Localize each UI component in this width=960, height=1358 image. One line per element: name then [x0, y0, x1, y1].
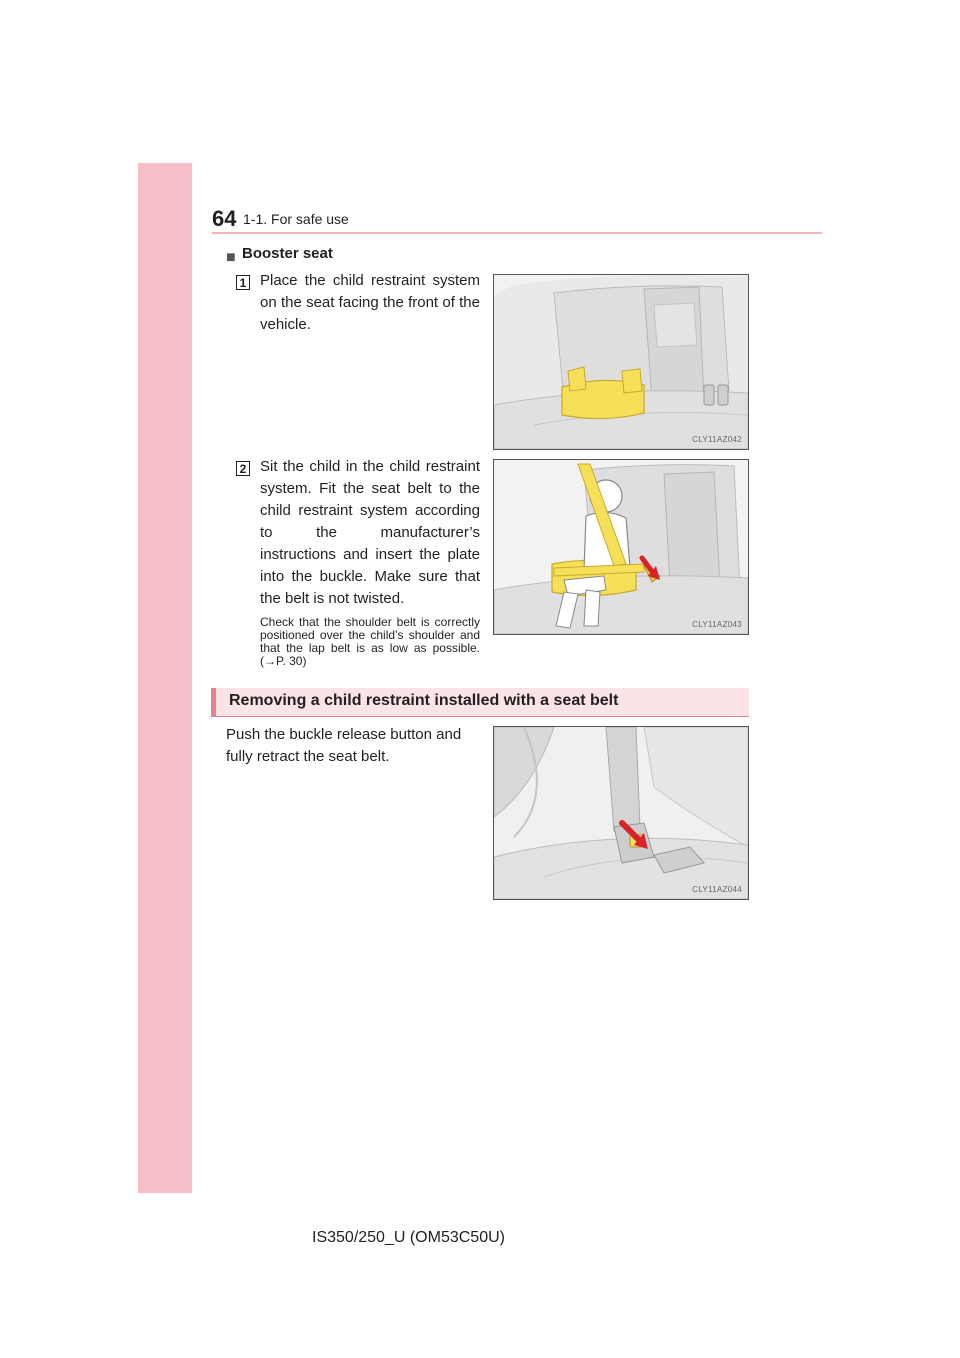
- heading-bullet-icon: ■: [226, 249, 236, 266]
- rear-seat-booster-illustration: [494, 275, 748, 449]
- chapter-title: 1-1. For safe use: [243, 211, 349, 227]
- page-number: 64: [212, 206, 237, 231]
- chapter-sidebar-tab: [138, 163, 192, 1193]
- step-2-note: Check that the shoulder belt is correctly positioned over the child’s shoulder and that the lap belt is as low as possible. (→P. 30): [260, 615, 480, 668]
- step-2-badge: 2: [236, 461, 250, 476]
- figure-booster-seat-placement: [493, 274, 749, 450]
- step-1-text: Place the child restraint system on the seat facing the front of the vehicle.: [260, 272, 480, 333]
- child-in-booster-illustration: [494, 460, 748, 634]
- step-2-text: Sit the child in the child restraint system. Fit the seat belt to the child restraint system according to the manufacturer’s instructions and insert the plate into the buckle. Make sure that the belt is not twisted.: [260, 458, 480, 607]
- section-underline: [211, 716, 749, 717]
- section-header-removing: [211, 688, 749, 717]
- figure-booster-seat-belt: [493, 459, 749, 635]
- footer-model-code: IS350/250_U (OM53C50U): [312, 1229, 505, 1246]
- buckle-release-illustration: [494, 727, 748, 899]
- figure-code: CLY11AZ042: [692, 435, 742, 444]
- section-title: Removing a child restraint installed with a seat belt: [229, 692, 619, 709]
- removing-text: Push the buckle release button and fully retract the seat belt.: [226, 726, 462, 765]
- step-1-badge: 1: [236, 275, 250, 290]
- booster-seat-heading: Booster seat: [242, 245, 333, 262]
- header-rule: [212, 232, 822, 234]
- figure-code: CLY11AZ043: [692, 620, 742, 629]
- figure-code: CLY11AZ044: [692, 885, 742, 894]
- figure-buckle-release: [493, 726, 749, 900]
